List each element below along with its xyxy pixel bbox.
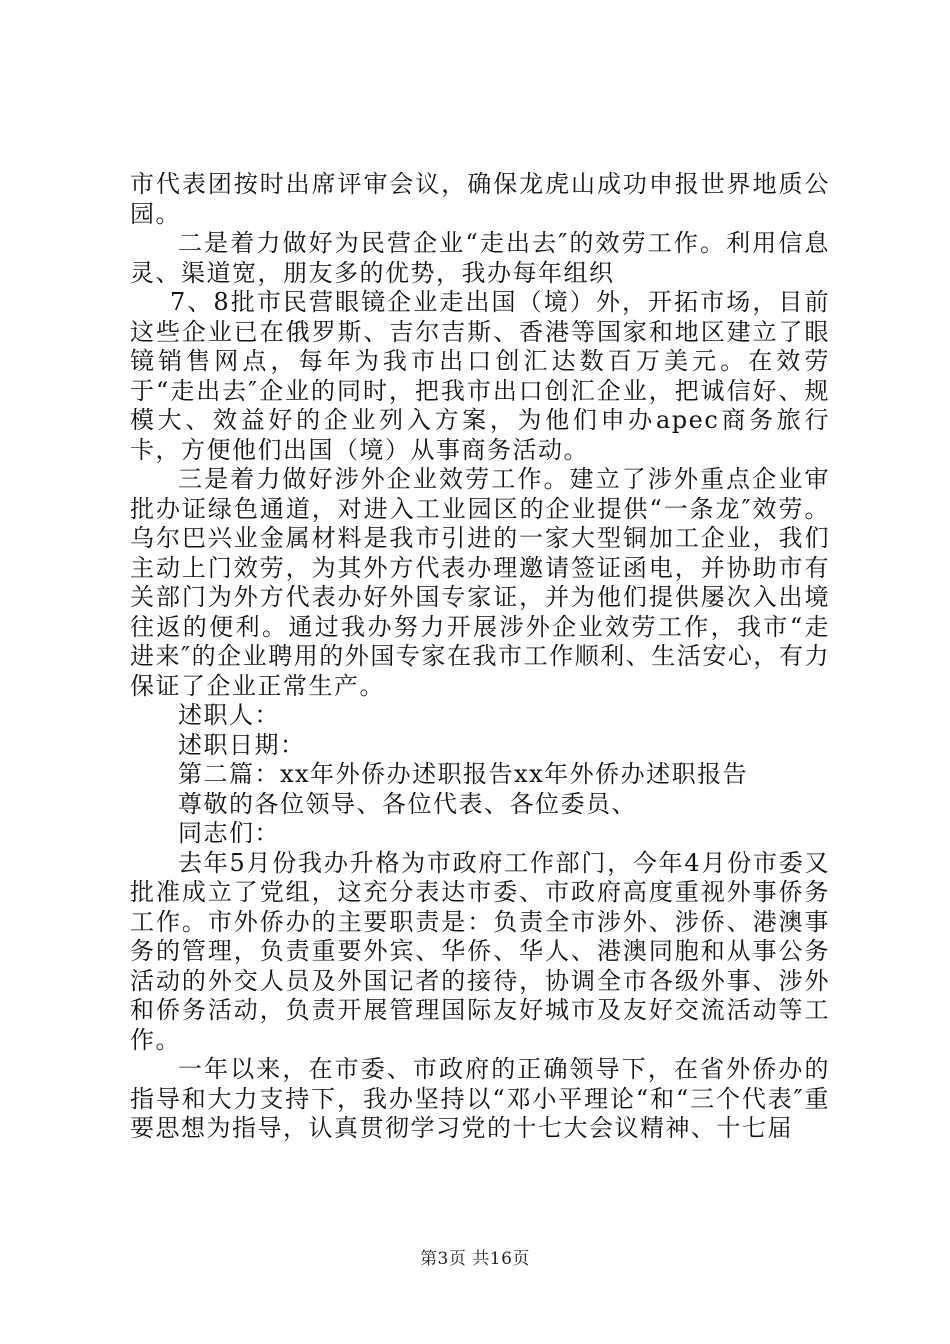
paragraph-4: 三是着力做好涉外企业效劳工作。建立了涉外重点企业审批办证绿色通道，对进入工业园区的企业提供“一条龙″效劳。乌尔巴兴业金属材料是我市引进的一家大型铜加工企业，我们主动上门效劳，为其外方代表办理邀请签证函电，并协助市有关部门为外方代表办好外国专家证，并为他们提供屡次入出境往返的便利。通过我办努力开展涉外企业效劳工作，我市“走进来″的企业聘用的外国专家在我市工作顺利、生活安心，有力保证了企业正常生产。 (130, 465, 830, 700)
paragraph-6: 一年以来，在市委、市政府的正确领导下，在省外侨办的指导和大力支持下，我办坚持以“邓小平理论“和“三个代表″重要思想为指导，认真贯彻学习党的十七大会议精神、十七届 (130, 1055, 830, 1142)
paragraph-2: 二是着力做好为民营企业“走出去″的效劳工作。利用信息灵、渠道宽，朋友多的优势，我办每年组织 (130, 229, 830, 287)
date-label: 述职日期： (178, 730, 306, 759)
salutation-line-1: 尊敬的各位领导、各位代表、各位委员、 (178, 789, 637, 818)
page-footer: 第3页 共16页 (420, 1249, 530, 1269)
document-body (130, 170, 830, 1144)
paragraph-5: 去年5月份我办升格为市政府工作部门，今年4月份市委又批准成立了党组，这充分表达市委、市政府高度重视外事侨务工作。市外侨办的主要职责是：负责全市涉外、涉侨、港澳事务的管理，负责重要外宾、华侨、华人、港澳同胞和从事公务活动的外交人员及外国记者的接待，协调全市各级外事、涉外和侨务活动，负责开展管理国际友好城市及友好交流活动等工作。 (130, 848, 830, 1054)
section-title: 第二篇：xx年外侨办述职报告xx年外侨办述职报告 (178, 760, 749, 788)
paragraph-3: 7、8批市民营眼镜企业走出国（境）外，开拓市场，目前这些企业已在俄罗斯、吉尔吉斯、香港等国家和地区建立了眼镜销售网点，每年为我市出口创汇达数百万美元。在效劳于“走出去″企业的同时，把我市出口创汇企业，把诚信好、规模大、效益好的企业列入方案，为他们申办apec商务旅行卡，方便他们出国（境）从事商务活动。 (130, 288, 830, 464)
paragraph-1: 市代表团按时出席评审会议，确保龙虎山成功申报世界地质公园。 (130, 170, 830, 228)
salutation-line-2: 同志们： (178, 819, 280, 847)
signature-label: 述职人： (178, 701, 280, 729)
